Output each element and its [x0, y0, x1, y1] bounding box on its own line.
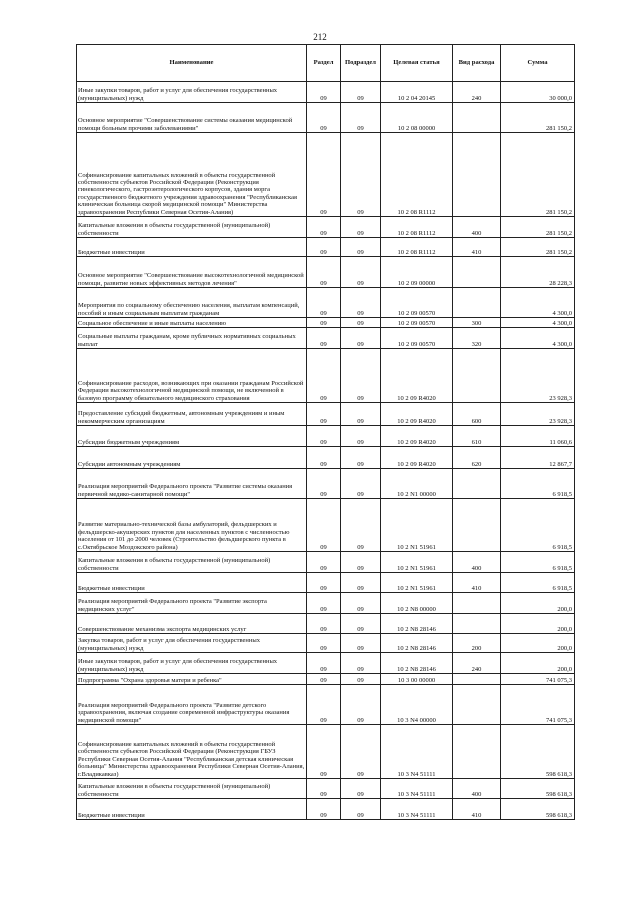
row-target-item: 10 2 N8 00000 [381, 593, 453, 614]
row-subsection: 09 [341, 593, 381, 614]
row-section: 09 [307, 318, 341, 328]
row-amount: 4 300,0 [501, 288, 575, 318]
table-row [77, 318, 575, 328]
table-row [77, 133, 575, 217]
row-target-item: 10 2 N1 51961 [381, 573, 453, 593]
row-target-item: 10 2 09 00570 [381, 328, 453, 349]
row-expense-type: 620 [453, 447, 501, 469]
row-section: 09 [307, 469, 341, 499]
row-section: 09 [307, 82, 341, 103]
row-expense-type: 400 [453, 779, 501, 799]
row-amount: 4 300,0 [501, 318, 575, 328]
row-subsection: 09 [341, 634, 381, 653]
row-subsection: 09 [341, 257, 381, 288]
row-amount: 11 060,6 [501, 426, 575, 447]
row-name: Иные закупки товаров, работ и услуг для обеспечения государственных (муниципальных) нужд [77, 82, 307, 103]
row-amount: 23 928,3 [501, 349, 575, 403]
row-subsection: 09 [341, 469, 381, 499]
row-amount: 6 918,5 [501, 573, 575, 593]
row-target-item: 10 3 N4 51111 [381, 799, 453, 820]
row-expense-type [453, 593, 501, 614]
row-expense-type [453, 469, 501, 499]
row-name: Реализация мероприятий Федерального проекта "Развитие экспорта медицинских услуг" [77, 593, 307, 614]
row-expense-type [453, 349, 501, 403]
row-section: 09 [307, 447, 341, 469]
row-target-item: 10 2 08 R1112 [381, 217, 453, 238]
row-subsection: 09 [341, 288, 381, 318]
row-name: Бюджетные инвестиции [77, 799, 307, 820]
row-name: Социальное обеспечение и иные выплаты населению [77, 318, 307, 328]
row-section: 09 [307, 426, 341, 447]
table-row [77, 634, 575, 653]
row-expense-type: 200 [453, 634, 501, 653]
row-expense-type: 410 [453, 799, 501, 820]
row-target-item: 10 2 08 R1112 [381, 238, 453, 257]
row-name: Совершенствование механизма экспорта медицинских услуг [77, 614, 307, 634]
row-subsection: 09 [341, 499, 381, 552]
row-subsection: 09 [341, 217, 381, 238]
row-name: Софинансирование капитальных вложений в объекты государственной собственности субъектов Российской Федерации (Реконструкция ГБУЗ Республики Северная Осетия-Алания "Республиканская детская клиническая больница" Министерства здравоохранения Республики Северная Осетия-Алания, г.Владикавказ) [77, 725, 307, 779]
row-section: 09 [307, 133, 341, 217]
header-target-item: Целевая статья [381, 45, 453, 82]
row-name: Закупка товаров, работ и услуг для обеспечения государственных (муниципальных) нужд [77, 634, 307, 653]
row-amount: 30 000,0 [501, 82, 575, 103]
row-section: 09 [307, 288, 341, 318]
row-target-item: 10 2 09 00000 [381, 257, 453, 288]
row-name: Субсидии бюджетным учреждениям [77, 426, 307, 447]
row-expense-type: 610 [453, 426, 501, 447]
table-row [77, 674, 575, 685]
row-amount: 23 928,3 [501, 403, 575, 426]
row-target-item: 10 3 N4 51111 [381, 725, 453, 779]
row-target-item: 10 2 08 R1112 [381, 133, 453, 217]
row-subsection: 09 [341, 674, 381, 685]
row-name: Софинансирование капитальных вложений в объекты государственной собственности субъектов Российской Федерации (Реконструкция гинекологического, гастроэнтерологического корпусов, здания морга государственного бюджетного учреждения здравоохранения "Республиканская клиническая больница скорой медицинской помощи" Министерства здравоохранения Республики Северная Осетия-Алания) [77, 133, 307, 217]
row-subsection: 09 [341, 573, 381, 593]
row-amount: 281 150,2 [501, 238, 575, 257]
row-name: Бюджетные инвестиции [77, 573, 307, 593]
row-target-item: 10 3 N4 00000 [381, 685, 453, 725]
row-subsection: 09 [341, 447, 381, 469]
row-expense-type [453, 614, 501, 634]
row-name: Развитие материально-технической базы амбулаторий, фельдшерских и фельдшерско-акушерских пунктов для населенных пунктов с численностью населения от 101 до 2000 человек (Строительство фельдшерского пункта в с.Октябрьское Моздокского района) [77, 499, 307, 552]
row-target-item: 10 2 N8 28146 [381, 614, 453, 634]
table-row [77, 725, 575, 779]
row-subsection: 09 [341, 238, 381, 257]
table-row [77, 779, 575, 799]
row-section: 09 [307, 674, 341, 685]
row-subsection: 09 [341, 426, 381, 447]
row-target-item: 10 3 N4 51111 [381, 779, 453, 799]
row-expense-type [453, 103, 501, 133]
row-expense-type: 400 [453, 552, 501, 573]
row-name: Софинансирование расходов, возникающих при оказании гражданам Российской Федерации высокотехнологичной медицинской помощи, не включенной в базовую программу обязательного медицинского страхования [77, 349, 307, 403]
row-expense-type [453, 288, 501, 318]
row-expense-type: 410 [453, 238, 501, 257]
row-name: Подпрограмма "Охрана здоровья матери и ребенка" [77, 674, 307, 685]
row-amount: 741 075,3 [501, 674, 575, 685]
row-expense-type: 600 [453, 403, 501, 426]
row-subsection: 09 [341, 779, 381, 799]
row-name: Мероприятия по социальному обеспечению населения, выплатам компенсаций, пособий и иным социальным выплатам гражданам [77, 288, 307, 318]
row-amount: 281 150,2 [501, 103, 575, 133]
table-row [77, 614, 575, 634]
row-target-item: 10 2 08 00000 [381, 103, 453, 133]
row-name: Капитальные вложения в объекты государственной (муниципальной) собственности [77, 779, 307, 799]
row-subsection: 09 [341, 614, 381, 634]
row-expense-type: 240 [453, 653, 501, 674]
row-expense-type: 320 [453, 328, 501, 349]
table-row [77, 499, 575, 552]
header-expense-type: Вид расхода [453, 45, 501, 82]
row-section: 09 [307, 573, 341, 593]
row-section: 09 [307, 552, 341, 573]
table-row [77, 238, 575, 257]
row-amount: 598 618,3 [501, 779, 575, 799]
row-section: 09 [307, 328, 341, 349]
row-amount: 6 918,5 [501, 499, 575, 552]
row-name: Реализация мероприятий Федерального проекта "Развитие системы оказания первичной медико-санитарной помощи" [77, 469, 307, 499]
table-header [77, 45, 575, 82]
row-section: 09 [307, 217, 341, 238]
row-target-item: 10 2 N8 28146 [381, 634, 453, 653]
row-target-item: 10 2 04 20145 [381, 82, 453, 103]
row-amount: 200,0 [501, 614, 575, 634]
row-expense-type: 400 [453, 217, 501, 238]
row-name: Социальные выплаты гражданам, кроме публичных нормативных социальных выплат [77, 328, 307, 349]
row-section: 09 [307, 593, 341, 614]
table-row [77, 447, 575, 469]
row-amount: 200,0 [501, 634, 575, 653]
row-amount: 281 150,2 [501, 133, 575, 217]
row-target-item: 10 2 09 R4020 [381, 447, 453, 469]
row-amount: 200,0 [501, 653, 575, 674]
table-row [77, 685, 575, 725]
row-target-item: 10 2 N1 51961 [381, 552, 453, 573]
row-subsection: 09 [341, 653, 381, 674]
row-name: Основное мероприятие "Совершенствование высокотехнологичной медицинской помощи, развитие новых эффективных методов лечения" [77, 257, 307, 288]
row-amount: 281 150,2 [501, 217, 575, 238]
row-expense-type: 410 [453, 573, 501, 593]
table-row [77, 217, 575, 238]
row-section: 09 [307, 103, 341, 133]
row-target-item: 10 2 N1 51961 [381, 499, 453, 552]
row-target-item: 10 2 09 00570 [381, 318, 453, 328]
row-expense-type: 240 [453, 82, 501, 103]
budget-table [76, 44, 575, 820]
row-name: Реализация мероприятий Федерального проекта "Развитие детского здравоохранения, включая создание современной инфраструктуры оказания медицинской помощи" [77, 685, 307, 725]
row-name: Капитальные вложения в объекты государственной (муниципальной) собственности [77, 217, 307, 238]
row-section: 09 [307, 685, 341, 725]
row-section: 09 [307, 257, 341, 288]
header-section: Раздел [307, 45, 341, 82]
row-subsection: 09 [341, 328, 381, 349]
table-row [77, 349, 575, 403]
row-target-item: 10 2 09 R4020 [381, 403, 453, 426]
table-row [77, 593, 575, 614]
row-target-item: 10 2 09 00570 [381, 288, 453, 318]
row-name: Капитальные вложения в объекты государственной (муниципальной) собственности [77, 552, 307, 573]
table-row [77, 552, 575, 573]
table-row [77, 257, 575, 288]
row-name: Предоставление субсидий бюджетным, автономным учреждениям и иным некоммерческим организациям [77, 403, 307, 426]
row-section: 09 [307, 403, 341, 426]
row-amount: 12 867,7 [501, 447, 575, 469]
row-subsection: 09 [341, 318, 381, 328]
row-subsection: 09 [341, 552, 381, 573]
table-row [77, 799, 575, 820]
row-section: 09 [307, 799, 341, 820]
row-target-item: 10 2 N8 28146 [381, 653, 453, 674]
row-expense-type [453, 499, 501, 552]
row-name: Бюджетные инвестиции [77, 238, 307, 257]
row-amount: 741 075,3 [501, 685, 575, 725]
table-body [77, 82, 575, 820]
row-section: 09 [307, 238, 341, 257]
page-number: 212 [313, 32, 327, 42]
header-name: Наименование [77, 45, 307, 82]
row-subsection: 09 [341, 82, 381, 103]
row-section: 09 [307, 634, 341, 653]
row-amount: 200,0 [501, 593, 575, 614]
row-subsection: 09 [341, 799, 381, 820]
row-amount: 6 918,5 [501, 552, 575, 573]
table-row [77, 573, 575, 593]
row-amount: 6 918,5 [501, 469, 575, 499]
row-section: 09 [307, 349, 341, 403]
row-expense-type [453, 725, 501, 779]
row-amount: 4 300,0 [501, 328, 575, 349]
row-subsection: 09 [341, 133, 381, 217]
row-subsection: 09 [341, 349, 381, 403]
table-row [77, 653, 575, 674]
row-subsection: 09 [341, 403, 381, 426]
row-target-item: 10 3 00 00000 [381, 674, 453, 685]
row-amount: 598 618,3 [501, 725, 575, 779]
row-expense-type: 300 [453, 318, 501, 328]
row-name: Иные закупки товаров, работ и услуг для обеспечения государственных (муниципальных) нужд [77, 653, 307, 674]
row-section: 09 [307, 653, 341, 674]
row-section: 09 [307, 499, 341, 552]
table-row [77, 82, 575, 103]
header-amount: Сумма [501, 45, 575, 82]
row-name: Основное мероприятие "Совершенствование системы оказания медицинской помощи больным прочими заболеваниями" [77, 103, 307, 133]
row-expense-type [453, 257, 501, 288]
row-target-item: 10 2 09 R4020 [381, 349, 453, 403]
row-subsection: 09 [341, 725, 381, 779]
row-target-item: 10 2 N1 00000 [381, 469, 453, 499]
table-row [77, 469, 575, 499]
row-amount: 28 228,3 [501, 257, 575, 288]
row-expense-type [453, 133, 501, 217]
header-row [77, 45, 575, 82]
row-name: Субсидии автономным учреждениям [77, 447, 307, 469]
row-subsection: 09 [341, 685, 381, 725]
row-expense-type [453, 685, 501, 725]
table-row [77, 403, 575, 426]
row-expense-type [453, 674, 501, 685]
row-section: 09 [307, 614, 341, 634]
row-section: 09 [307, 725, 341, 779]
table-row [77, 328, 575, 349]
row-amount: 598 618,3 [501, 799, 575, 820]
table-row [77, 103, 575, 133]
header-subsection: Подраздел [341, 45, 381, 82]
row-subsection: 09 [341, 103, 381, 133]
row-section: 09 [307, 779, 341, 799]
table-row [77, 288, 575, 318]
table-row [77, 426, 575, 447]
row-target-item: 10 2 09 R4020 [381, 426, 453, 447]
